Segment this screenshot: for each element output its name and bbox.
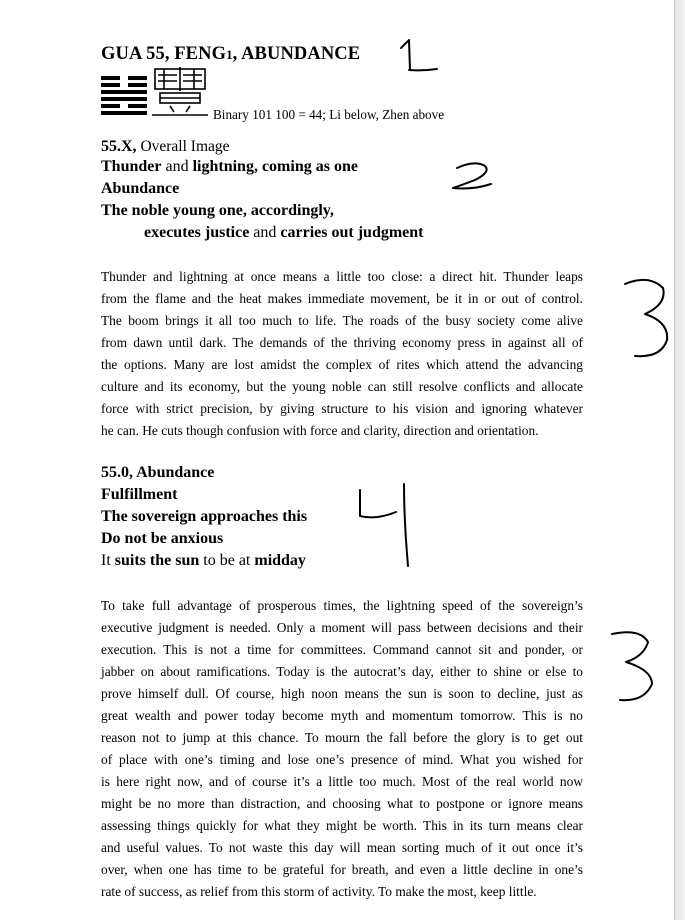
commentary-line: he can. He cuts though confusion with force and clarity, direction and orientation. bbox=[101, 423, 539, 438]
solid-line bbox=[101, 90, 147, 94]
commentary-line: the options. Many are lost amidst the complex of rites which attend the advancing bbox=[101, 357, 583, 372]
commentary-line: rate of success, as relief from this storm of activity. To make the most, keep little. bbox=[101, 884, 537, 899]
broken-line bbox=[101, 104, 147, 108]
commentary-line: executive judgment is needed. Only a moment will pass between decisions and their bbox=[101, 620, 583, 635]
commentary-line: of place with one’s timing and lose one’s presence of mind. What you wished for bbox=[101, 752, 583, 767]
page-edge bbox=[674, 0, 685, 920]
verse-line: Abundance bbox=[101, 180, 180, 197]
commentary-line: culture and its economy, but the young noble can still resolve conflicts and allocate bbox=[101, 379, 583, 394]
broken-line bbox=[101, 76, 147, 80]
judgment-verse bbox=[101, 462, 307, 572]
commentary-line: over, when one has time to be grateful for breath, and even a little decline in one’s bbox=[101, 862, 583, 877]
solid-line bbox=[101, 97, 147, 101]
commentary-line: jabber on about ramifications. Today is the autocrat’s day, either to shine or else to bbox=[101, 664, 583, 679]
binary-info: Binary 101 100 = 44; Li below, Zhen above bbox=[213, 107, 445, 122]
image-section bbox=[101, 138, 424, 244]
solid-line bbox=[101, 111, 147, 115]
commentary-line: To take full advantage of prosperous times, the lightning speed of the sovereign’s bbox=[101, 598, 583, 613]
commentary-line: great wealth and power today become myth and momentum tomorrow. This is no bbox=[101, 708, 583, 723]
commentary-line: The boom brings it all too much to life. The roads of the busy society come alive bbox=[101, 313, 583, 328]
hexagram-icon bbox=[101, 76, 147, 118]
annotation-3-bottom bbox=[604, 624, 662, 708]
commentary-line: might be no more than distraction, and choosing what to postpone or ignore means bbox=[101, 796, 583, 811]
section-heading-image: 55.X, Overall Image bbox=[101, 138, 230, 155]
image-verse bbox=[101, 156, 424, 244]
commentary-line: force with strict precision, by giving structure to his vision and ignoring whatever bbox=[101, 401, 583, 416]
commentary-line: assessing things quickly for what they might be worth. This in its turn means clear bbox=[101, 818, 583, 833]
verse-line: Do not be anxious bbox=[101, 530, 224, 547]
verse-line: It suits the sun to be at midday bbox=[101, 552, 306, 569]
verse-line: The noble young one, accordingly, bbox=[101, 202, 334, 219]
verse-line: executes justice and carries out judgment bbox=[144, 224, 424, 241]
page-title: GUA 55, FENG1, ABUNDANCE bbox=[101, 44, 361, 64]
verse-line: The sovereign approaches this bbox=[101, 508, 308, 525]
verse-line: Fulfillment bbox=[101, 486, 178, 503]
commentary-line: is here right now, and of course it’s a little too much. Most of the real world now bbox=[101, 774, 583, 789]
commentary-line: from the flame and the heat makes immediate movement, be it in or out of control. bbox=[101, 291, 583, 306]
annotation-4 bbox=[352, 480, 416, 568]
commentary-line: reason not to jump at this chance. To mourn the fall before the glory is to get out bbox=[101, 730, 583, 745]
annotation-1 bbox=[395, 36, 445, 76]
commentary-line: execution. This is not a time for committees. Command cannot sit and ponder, or bbox=[101, 642, 583, 657]
verse-line: 55.0, Abundance bbox=[101, 464, 215, 481]
broken-line bbox=[101, 83, 147, 87]
verse-line: Thunder and lightning, coming as one bbox=[101, 158, 358, 175]
commentary-line: prove himself dull. Of course, high noon means the sun is soon to decline, just as bbox=[101, 686, 583, 701]
image-commentary bbox=[101, 266, 583, 442]
annotation-3-top bbox=[615, 272, 675, 364]
feng-character-icon bbox=[150, 66, 210, 118]
commentary-line: Thunder and lightning at once means a little too close: a direct hit. Thunder leaps bbox=[101, 269, 583, 284]
judgment-commentary bbox=[101, 595, 583, 903]
commentary-line: and useful values. To not waste this day will mean sorting much of it out once it’s bbox=[101, 840, 583, 855]
commentary-line: from dawn until dark. The demands of the thriving economy press in against all of bbox=[101, 335, 583, 350]
annotation-2 bbox=[447, 160, 497, 196]
